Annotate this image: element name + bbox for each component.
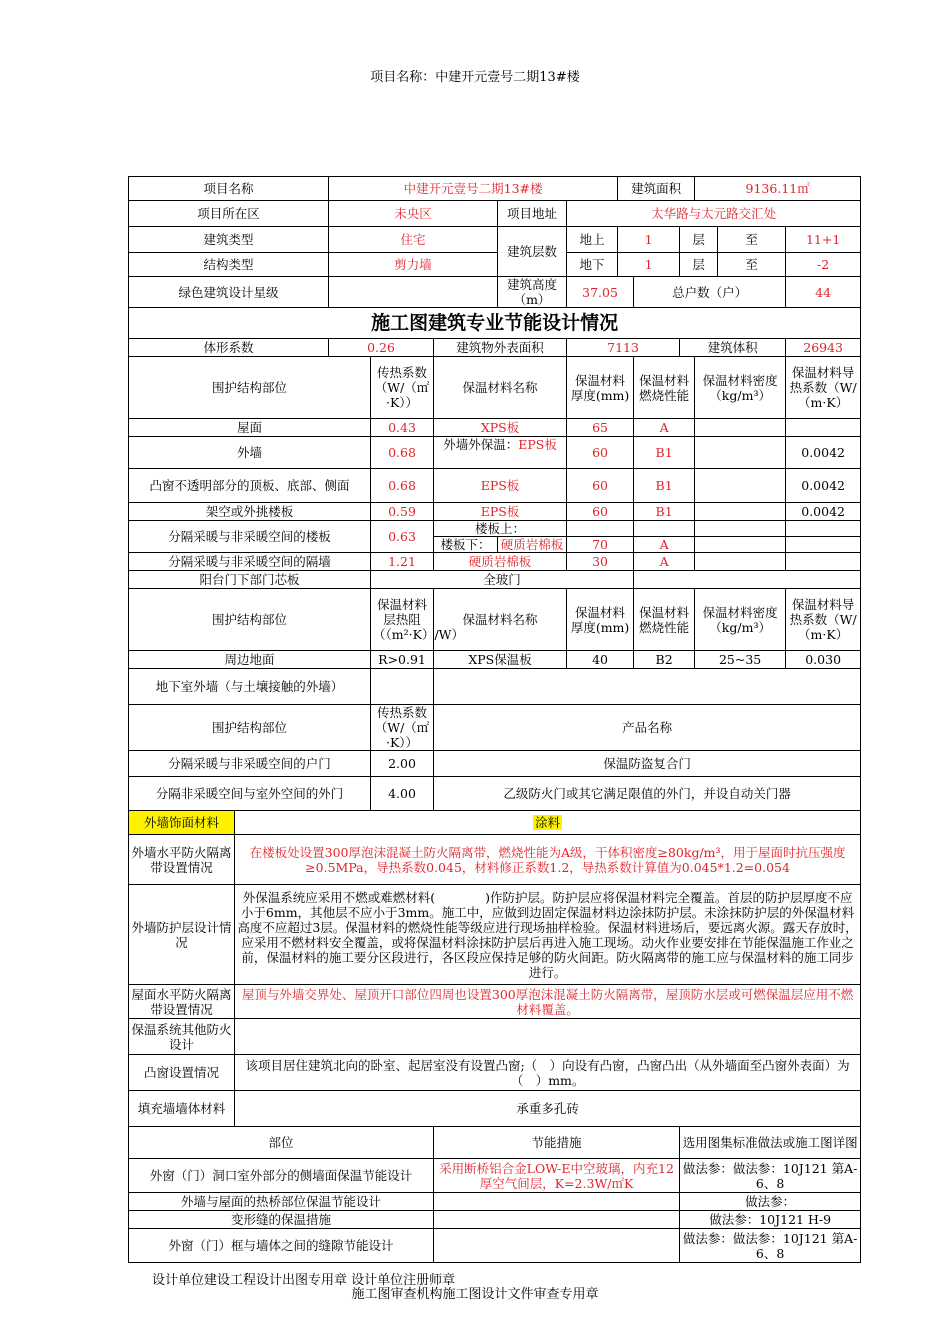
row-overhang-slab [129,503,861,521]
cell-material: XPS板 [434,419,567,437]
cell-material-upper: 楼板上： [434,521,567,537]
value-above-from: 1 [618,227,680,253]
label-building-area: 建筑面积 [618,177,695,201]
cell-material [434,437,567,469]
header-measure: 节能措施 [434,1127,680,1159]
cell-thickness: 60 [567,437,634,469]
cell-k: 4.00 [371,777,434,811]
cell-part: 凸窗不透明部分的顶板、底部、侧面 [129,469,371,503]
cell-material: XPS保温板 [434,651,567,669]
value-district: 未央区 [329,201,498,227]
cell-thickness: 60 [567,469,634,503]
cell-reference: 做法参： [680,1193,861,1211]
cell-part: 分隔采暖与非采暖空间的户门 [129,751,371,777]
cell-density: 25~35 [695,651,786,669]
row-building-type [129,227,861,253]
cell-fire-upper [634,521,695,537]
cell-reference: 做法参：做法参：10J121 第A-6、8 [680,1229,861,1263]
label-volume: 建筑体积 [680,339,786,357]
value-protective-layer: 外保温系统应采用不燃或难燃材料( )作防护层。防护层应将保温材料完全覆盖。首层的防护层厚度不应小于6mm，其他层不应小于3mm。施工中，应做到边固定保温材料边涂抹防护层。未涂抹防护层的外保温材料高度不应超过3层。保温材料的燃烧性能等级应进行现场抽样检验。保温材料进场后，要远离火源。露天存放时，应采用不燃材料安全覆盖，或将保温材料涂抹防护层后再进入施工现场。动火作业要安排在节能保温施工作业之前，保温材料的施工要分区段进行，各区段应保持足够的防火间距。防火隔离带的施工应与保温材料的施工同步进行。 [235,885,861,985]
value-address: 太华路与太元路交汇处 [567,201,861,227]
header-part: 围护结构部位 [129,705,371,751]
value-other-fire [235,1019,861,1055]
cell-density [695,469,786,503]
cell-part: 周边地面 [129,651,371,669]
cell-fire-rating: B2 [634,651,695,669]
value-fire-break: 在楼板处设置300厚泡沫混凝土防火隔离带，燃烧性能为A级，干体积密度≥80kg/m³，用于屋面时抗压强度≥0.5MPa，导热系数0.045，材料修正系数1.2，导热系数计算值为0.045*1.2=0.054 [235,835,861,885]
cell-density [695,437,786,469]
label-shape-coef: 体形系数 [129,339,329,357]
cell-k: 0.43 [371,419,434,437]
value-volume: 26943 [786,339,861,357]
cell-part: 外墙 [129,437,371,469]
row-bay-window [129,1055,861,1091]
label-green-rating: 绿色建筑设计星级 [129,277,329,308]
cell-conductivity: 0.030 [786,651,861,669]
label-infill: 填充墙墙体材料 [129,1091,235,1127]
cell-k: 0.63 [371,521,434,553]
cell-material: 全玻门 [371,571,634,589]
value-households: 44 [786,277,861,308]
cell-conductivity-upper [786,521,861,537]
value-below-from: 1 [618,253,680,277]
row-bay-window-panels [129,469,861,503]
row-slab-upper [129,521,861,537]
label-zhi-2: 至 [718,253,786,277]
row-balcony-door [129,571,861,589]
row-infill [129,1091,861,1127]
cell-k: 0.68 [371,469,434,503]
label-surface-area: 建筑物外表面积 [434,339,567,357]
label-ceng-2: 层 [680,253,718,277]
cell-resistance: R>0.91 [371,651,434,669]
row-roof [129,419,861,437]
cell-product: 乙级防火门或其它满足限值的外门，并设自动关门器 [434,777,861,811]
row-thermal-bridge [129,1193,861,1211]
cell-thickness: 65 [567,419,634,437]
material-prefix: 外墙外保温： [443,437,519,452]
label-protective-layer: 外墙防护层设计情况 [129,885,235,985]
value-green-rating [329,277,498,308]
label-above-ground: 地上 [567,227,618,253]
cell-blank [434,669,861,705]
row-deformation-joint [129,1211,861,1229]
cell-density [695,503,786,521]
value-shape-coef: 0.26 [329,339,434,357]
header-product: 产品名称 [434,705,861,751]
cell-material: EPS板 [434,469,567,503]
cell-conductivity-lower [786,537,861,553]
cell-part: 阳台门下部门芯板 [129,571,371,589]
page-header: 项目名称：中建开元壹号二期13#楼 [370,70,580,85]
row-window-side [129,1159,861,1193]
cell-reference: 做法参：做法参：10J121 第A-6、8 [680,1159,861,1193]
cell-material-lower: 硬质岩棉板 [498,537,567,553]
cell-product: 保温防盗复合门 [434,751,861,777]
header-density: 保温材料密度（kg/m³） [695,357,786,419]
value-roof-fire-break: 屋顶与外墙交界处、屋顶开口部位四周也设置300厚泡沫混凝土防火隔离带，屋顶防水层或可燃保温层应用不燃材料覆盖。 [235,985,861,1019]
row-project-name [129,177,861,201]
label-floors: 建筑层数 [498,227,567,277]
cell-conductivity [786,419,861,437]
row-fire-break [129,835,861,885]
row-header-3 [129,705,861,751]
label-project-name: 项目名称 [129,177,329,201]
cell-fire-rating: B1 [634,503,695,521]
header-density: 保温材料密度（kg/m³） [695,589,786,651]
cell-thickness-upper [567,521,634,537]
row-unit-door [129,751,861,777]
cell-k: 0.59 [371,503,434,521]
cell-fire-rating: B1 [634,437,695,469]
material-name: EPS板 [518,437,557,452]
cell-fire-rating: B1 [634,469,695,503]
cell-thickness: 30 [567,553,634,571]
label-structure: 结构类型 [129,253,329,277]
cell-thickness: 60 [567,503,634,521]
cell-fire-rating: A [634,553,695,571]
cell-location: 变形缝的保温措施 [129,1211,434,1229]
footer-review-seal: 施工图审查机构施工图设计文件审查专用章 [351,1287,599,1302]
header-k: 传热系数（W/（㎡·K）） [371,357,434,419]
row-perimeter-ground [129,651,861,669]
cell-density [695,419,786,437]
cell-density [695,553,786,571]
cell-density-upper [695,521,786,537]
row-section-title [129,308,861,339]
label-slab-lower: 楼板下： [434,537,498,553]
label-zhi-1: 至 [718,227,786,253]
value-height: 37.05 [567,277,634,308]
cell-conductivity [786,553,861,571]
cell-k: 2.00 [371,751,434,777]
row-header-4 [129,1127,861,1159]
row-structure [129,253,861,277]
value-structure: 剪力墙 [329,253,498,277]
row-district [129,201,861,227]
cell-measure [434,1193,680,1211]
cell-conductivity: 0.0042 [786,437,861,469]
header-conductivity: 保温材料导热系数（W/（m·K） [786,357,861,419]
row-other-fire [129,1019,861,1055]
section-title: 施工图建筑专业节能设计情况 [129,308,861,339]
header-part: 围护结构部位 [129,357,371,419]
row-protective-layer [129,885,861,985]
header-location: 部位 [129,1127,434,1159]
cell-location: 外墙与屋面的热桥部位保温节能设计 [129,1193,434,1211]
cell-part: 分隔非采暖空间与室外空间的外门 [129,777,371,811]
row-exterior-door [129,777,861,811]
cell-material: EPS板 [434,503,567,521]
label-address: 项目地址 [498,201,567,227]
cell-thickness-lower: 70 [567,537,634,553]
cell-reference: 做法参：10J121 H-9 [680,1211,861,1229]
label-fire-break: 外墙水平防火隔离带设置情况 [129,835,235,885]
cell-k: 1.21 [371,553,434,571]
row-green-rating [129,277,861,308]
cell-density-lower [695,537,786,553]
cell-material: 硬质岩棉板 [434,553,567,571]
row-exterior-wall [129,437,861,469]
label-ceng-1: 层 [680,227,718,253]
row-shape-coef [129,339,861,357]
label-bay-window: 凸窗设置情况 [129,1055,235,1091]
header-material: 保温材料名称 [434,589,567,651]
cell-fire-lower: A [634,537,695,553]
value-below-to: -2 [786,253,861,277]
cell-part: 架空或外挑楼板 [129,503,371,521]
label-below-ground: 地下 [567,253,618,277]
cell-part: 屋面 [129,419,371,437]
value-bay-window: 该项目居住建筑北向的卧室、起居室没有设置凸窗;（ ）向设有凸窗，凸窗凸出（从外墙面至凸窗外表面）为（ ）mm。 [235,1055,861,1091]
value-project-name: 中建开元壹号二期13#楼 [329,177,618,201]
cell-conductivity: 0.0042 [786,503,861,521]
label-building-type: 建筑类型 [129,227,329,253]
label-finish: 外墙饰面材料 [129,811,235,835]
energy-design-table [128,176,861,1263]
cell-k: 0.68 [371,437,434,469]
header-fire-rating: 保温材料燃烧性能 [634,357,695,419]
row-basement-wall [129,669,861,705]
value-surface-area: 7113 [567,339,680,357]
row-frame-gap [129,1229,861,1263]
value-building-area: 9136.11㎡ [695,177,861,201]
cell-measure [434,1229,680,1263]
row-roof-fire-break [129,985,861,1019]
cell-part: 地下室外墙（与土壤接触的外墙） [129,669,371,705]
header-reference: 选用图集标准做法或施工图详图 [680,1127,861,1159]
cell-blank [634,571,861,589]
header-resistance: 保温材料层热阻（（m²·K）/W） [371,589,434,651]
label-roof-fire-break: 屋面水平防火隔离带设置情况 [129,985,235,1019]
label-height: 建筑高度（m） [498,277,567,308]
header-material: 保温材料名称 [434,357,567,419]
row-header-1 [129,357,861,419]
cell-conductivity: 0.0042 [786,469,861,503]
cell-thickness: 40 [567,651,634,669]
cell-fire-rating: A [634,419,695,437]
cell-measure: 采用断桥铝合金LOW-E中空玻璃，内充12厚空气间层，K=2.3W/㎡K [434,1159,680,1193]
header-thickness: 保温材料厚度(mm) [567,357,634,419]
label-households: 总户数（户） [634,277,786,308]
row-partition-wall [129,553,861,571]
header-k: 传热系数（W/（㎡·K）） [371,705,434,751]
header-part: 围护结构部位 [129,589,371,651]
cell-location: 外窗（门）洞口室外部分的侧墙面保温节能设计 [129,1159,434,1193]
label-district: 项目所在区 [129,201,329,227]
row-finish [129,811,861,835]
cell-part: 分隔采暖与非采暖空间的楼板 [129,521,371,553]
cell-measure [434,1211,680,1229]
cell-resistance [371,669,434,705]
cell-finish [235,811,861,835]
cell-location: 外窗（门）框与墙体之间的缝隙节能设计 [129,1229,434,1263]
cell-part: 分隔采暖与非采暖空间的隔墙 [129,553,371,571]
header-fire-rating: 保温材料燃烧性能 [634,589,695,651]
row-header-2 [129,589,861,651]
value-above-to: 11+1 [786,227,861,253]
value-infill: 承重多孔砖 [235,1091,861,1127]
value-finish: 涂料 [535,815,561,830]
footer-design-seal: 设计单位建设工程设计出图专用章 设计单位注册师章 [152,1273,456,1288]
label-other-fire: 保温系统其他防火设计 [129,1019,235,1055]
header-conductivity: 保温材料导热系数（W/（m·K） [786,589,861,651]
header-thickness: 保温材料厚度(mm) [567,589,634,651]
value-building-type: 住宅 [329,227,498,253]
